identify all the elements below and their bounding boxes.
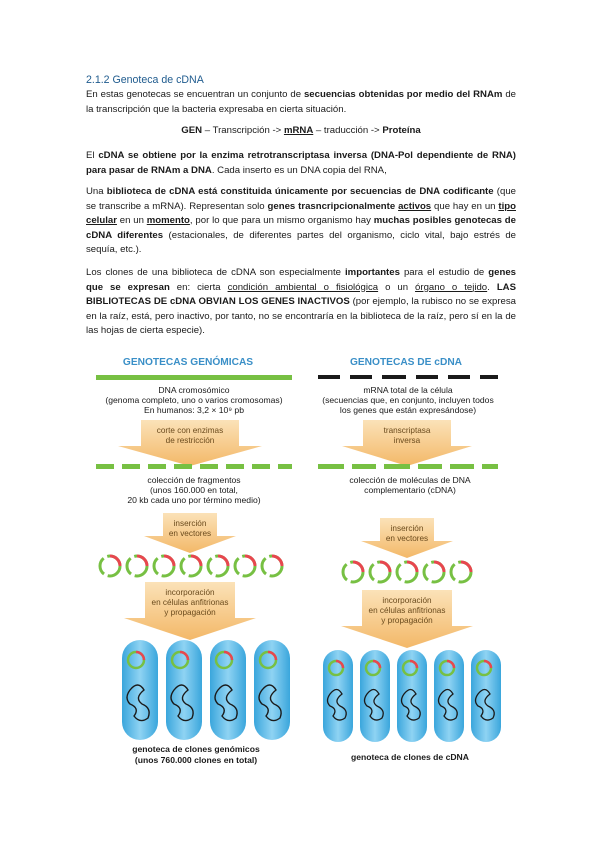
cdna-collection-label: colección de moléculas de DNA bbox=[349, 475, 471, 485]
svg-text:y propagación: y propagación bbox=[381, 616, 433, 625]
svg-text:corte con enzimas: corte con enzimas bbox=[156, 426, 224, 435]
host-cells-left bbox=[122, 640, 290, 740]
mrna-total-desc1: (secuencias que, en conjunto, incluyen todos bbox=[322, 395, 494, 405]
svg-text:de restricción: de restricción bbox=[165, 436, 215, 445]
section-heading: 2.1.2 Genoteca de cDNA bbox=[86, 74, 204, 86]
genomic-clone-count: (unos 760.000 clones en total) bbox=[134, 755, 258, 765]
chromosomal-dna-bar bbox=[96, 375, 292, 380]
paragraph-cdna-origin: El cDNA se obtiene por la enzima retrotranscriptasa inversa (DNA-Pol dependiente de RNA) para pasar de RNAm a DNA. Cada inserto es un DNA copia del RNA, bbox=[86, 150, 517, 176]
fragment-size: 20 kb cada uno por término medio) bbox=[127, 495, 261, 505]
chromosomal-dna-desc: (genoma completo, uno o varios cromosomas) bbox=[105, 395, 283, 405]
propagation-arrow-right bbox=[341, 590, 473, 648]
reverse-transcriptase-arrow bbox=[342, 420, 472, 466]
genomic-library-result: genoteca de clones genómicos bbox=[132, 744, 260, 754]
svg-text:inversa: inversa bbox=[393, 436, 421, 445]
fragment-count: (unos 160.000 en total, bbox=[150, 485, 238, 495]
paragraph-clones: Los clones de una biblioteca de cDNA son especialmente importantes para el estudio de genes que se expresan en: cierta condición ambiental o fisiológica o un órgano o tejido. LAS BIBLIOTECAS DE cDNA OBVIAN LOS GENES INACTIVOS (por ejemplo, la rubisco no se expresa en la raíz, está, pero inactivo, por tanto, no se encontraría en la biblioteca de la raíz, pero sí en la de las hojas de cierta especie). bbox=[86, 267, 517, 337]
propagation-arrow-left bbox=[124, 582, 256, 640]
svg-text:en vectores: en vectores bbox=[385, 534, 429, 543]
paragraph-flow: GEN – Transcripción -> mRNA – traducción -> Proteína bbox=[181, 125, 421, 136]
paragraph-cdna-library: Una biblioteca de cDNA está constituida únicamente por secuencias de DNA codificante (que se transcribe a mRNA). Representan solo genes trasncripcionalmente activos que hay en un tipo celular en un momento, por lo que para un mismo organismo hay muchas posibles genotecas de cDNA diferentes (estacionales, de diferentes partes del organismo, ciclo vital, bajo estrés de sequía, etc.). bbox=[86, 186, 517, 256]
cdna-library-result: genoteca de clones de cDNA bbox=[351, 752, 469, 762]
svg-text:inserción: inserción bbox=[390, 524, 424, 533]
cdna-collection-desc: complementario (cDNA) bbox=[364, 485, 456, 495]
chromosomal-dna-label: DNA cromosómico bbox=[158, 385, 230, 395]
restriction-arrow bbox=[118, 420, 262, 466]
svg-text:incorporación: incorporación bbox=[165, 588, 215, 597]
mrna-bars bbox=[318, 375, 498, 379]
cdna-bars bbox=[318, 464, 498, 469]
svg-text:en vectores: en vectores bbox=[168, 529, 212, 538]
svg-text:en células anfitrionas: en células anfitrionas bbox=[151, 598, 229, 607]
vectors-left bbox=[100, 556, 282, 576]
insertion-arrow-right bbox=[361, 518, 453, 558]
svg-text:incorporación: incorporación bbox=[382, 596, 432, 605]
vectors-right bbox=[343, 562, 471, 582]
genomic-library-title: GENOTECAS GENÓMICAS bbox=[122, 357, 254, 368]
fragment-collection-label: colección de fragmentos bbox=[147, 475, 241, 485]
mrna-total-desc2: los genes que están expresándose) bbox=[339, 405, 477, 415]
human-genome-size: En humanos: 3,2 × 10⁹ pb bbox=[144, 405, 244, 415]
cdna-library-title: GENOTECAS DE cDNA bbox=[349, 357, 463, 368]
insertion-arrow-left bbox=[144, 513, 236, 553]
svg-text:transcriptasa: transcriptasa bbox=[383, 426, 431, 435]
svg-text:inserción: inserción bbox=[173, 519, 207, 528]
host-cells-right bbox=[323, 650, 501, 742]
mrna-total-label: mRNA total de la célula bbox=[363, 385, 453, 395]
svg-text:en células anfitrionas: en células anfitrionas bbox=[368, 606, 446, 615]
paragraph-intro: En estas genotecas se encuentran un conjunto de secuencias obtenidas por medio del RNAm de la transcripción que la bacteria expresaba en cierta situación. bbox=[86, 89, 516, 115]
svg-text:y propagación: y propagación bbox=[164, 608, 216, 617]
